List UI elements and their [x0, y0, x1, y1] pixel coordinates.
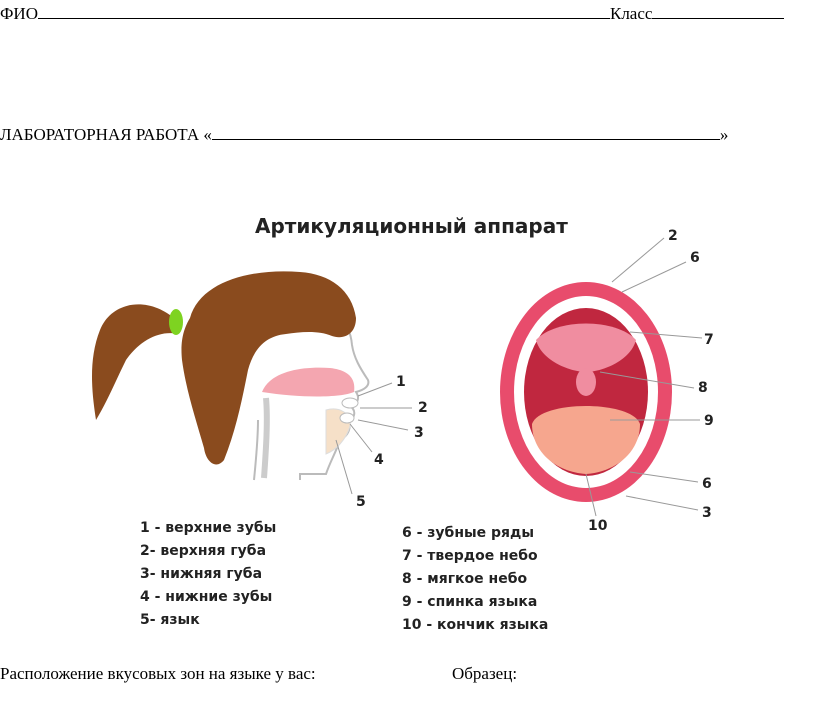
upper-teeth-side [342, 398, 358, 408]
leader-m2 [612, 238, 664, 282]
callout-m3: 3 [702, 505, 712, 521]
legend-item: 7 - твердое небо [402, 548, 538, 564]
leader-3 [358, 420, 408, 430]
palate-shape [262, 368, 354, 397]
callout-5: 5 [356, 494, 366, 510]
callout-m9: 9 [704, 413, 714, 429]
open-mouth [500, 238, 702, 516]
leader-m3 [626, 496, 698, 510]
legend-item: 10 - кончик языка [402, 617, 549, 633]
lab-title-suffix: » [719, 125, 729, 144]
legend-item: 4 - нижние зубы [140, 589, 273, 605]
legend-item: 8 - мягкое небо [402, 571, 528, 587]
sample-label: Образец: [452, 664, 518, 683]
legend-right [402, 522, 548, 637]
hair-tie [169, 309, 183, 335]
figure-title: Артикуляционный аппарат [255, 214, 568, 238]
callout-m2: 2 [668, 228, 678, 244]
legend-item: 1 - верхние зубы [140, 520, 277, 536]
callout-1: 1 [396, 374, 406, 390]
callout-2: 2 [418, 400, 428, 416]
callout-m10: 10 [588, 518, 608, 534]
lab-title-prefix: ЛАБОРАТОРНАЯ РАБОТА « [0, 125, 212, 144]
callout-m7: 7 [704, 332, 714, 348]
lower-teeth-side [340, 413, 354, 423]
legend-item: 9 - спинка языка [402, 594, 538, 610]
throat-shape [264, 398, 267, 478]
leader-4 [350, 424, 372, 452]
leader-5 [336, 440, 352, 494]
legend-item: 5- язык [140, 612, 200, 628]
legend-item: 2- верхняя губа [140, 543, 267, 559]
legend-left [140, 517, 276, 632]
uvula [576, 368, 596, 396]
callout-3: 3 [414, 425, 424, 441]
legend-item: 3- нижняя губа [140, 566, 263, 582]
callout-m6b: 6 [702, 476, 712, 492]
taste-zones-label: Расположение вкусовых зон на языке у вас: [0, 664, 316, 683]
head-profile [92, 271, 412, 494]
callout-4: 4 [374, 452, 384, 468]
fio-label: ФИО [0, 4, 38, 23]
callout-m6a: 6 [690, 250, 700, 266]
ponytail-shape [92, 304, 178, 420]
class-label: Класс [609, 4, 653, 23]
legend-item: 6 - зубные ряды [402, 525, 535, 541]
leader-m6a [622, 262, 686, 292]
neck-back-outline [254, 420, 258, 480]
callout-m8: 8 [698, 380, 708, 396]
